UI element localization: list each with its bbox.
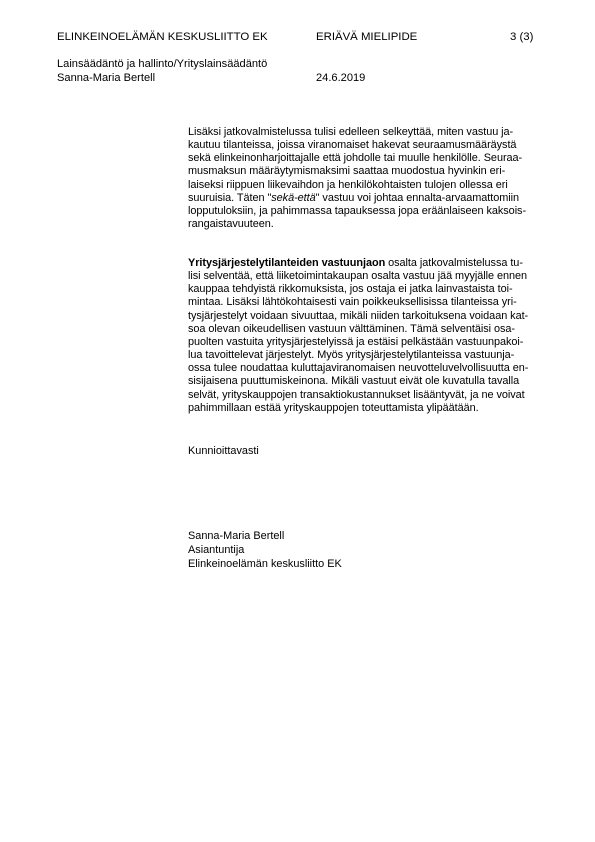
italic-term: sekä-että [271, 191, 316, 204]
text-run: suuruisia. Täten " [188, 191, 272, 204]
paragraph-line [188, 192, 568, 205]
paragraph-line: musmaksun määräytymismaksimi saattaa muodostua hyvinkin eri- [188, 165, 506, 178]
paragraph-line: lua tavoittelevat järjestelyt. Myös yritysjärjestelytilanteissa vastuunja- [188, 349, 515, 362]
paragraph-line: rangaistavuuteen. [188, 218, 274, 231]
paragraph-line: kauppaa tehdyistä rikkomuksista, jos ostaja ei jatka lainvastaista toi- [188, 283, 513, 296]
header-organization: ELINKEINOELÄMÄN KESKUSLIITTO EK [57, 31, 268, 43]
header-author: Sanna-Maria Bertell [57, 72, 156, 84]
paragraph-line: tysjärjestelyt voidaan sivuuttaa, mikäli niiden tarkoituksena voidaan kat- [188, 309, 529, 322]
header-date: 24.6.2019 [316, 72, 366, 84]
paragraph-line: selvät, yrityskauppojen transaktiokustannukset lisääntyvät, ja ne voivat [188, 388, 525, 401]
closing-salutation: Kunnioittavasti [188, 445, 259, 457]
paragraph-line: soa olevan oikeudellisen vastuun välttäminen. Tämä selventäisi osa- [188, 322, 515, 335]
text-run: " vastuu voi johtaa ennalta-arvaamattomiin [315, 191, 519, 204]
paragraph-line: ossa tulee noudattaa kuluttajaviranomaisen neuvotteluvelvollisuutta en- [188, 362, 529, 375]
header-page-number: 3 (3) [510, 31, 534, 43]
paragraph-line [188, 257, 568, 270]
paragraph-line: puolten vastuita yritysjärjestelyissä ja estäisi pelkästään vastuunpakoi- [188, 335, 524, 348]
text-run: osalta jatkovalmistelussa tu- [385, 257, 523, 269]
signer-title: Asiantuntija [188, 544, 245, 556]
paragraph-line: sekä elinkeinonharjoittajalle että johdolle tai muulle henkilölle. Seuraa- [188, 152, 523, 165]
paragraph-line: lisi selventää, että liiketoimintakaupan osalta vastuu jää myyjälle ennen [188, 270, 527, 283]
paragraph-line: laiseksi riippuen liikevaihdon ja henkilökohtaisten tulojen ollessa eri [188, 178, 508, 191]
signer-organization: Elinkeinoelämän keskusliitto EK [188, 558, 342, 570]
paragraph-line: pahimmillaan estää yrityskauppojen toteuttamista ylipäätään. [188, 401, 479, 414]
paragraph-line: mintaa. Lisäksi lähtökohtaisesti vain poikkeuksellisissa tilanteissa yri- [188, 296, 517, 309]
paragraph-line: kautuu tilanteissa, joissa viranomaiset hakevat seuraamusmääräystä [188, 139, 517, 152]
bold-lead: Yritysjärjestelytilanteiden vastuunjaon [188, 257, 386, 269]
header-doc-type: ERIÄVÄ MIELIPIDE [316, 31, 418, 43]
header-department: Lainsäädäntö ja hallinto/Yrityslainsäädäntö [57, 58, 268, 70]
paragraph-restructuring-liability [188, 257, 568, 415]
paragraph-line: Lisäksi jatkovalmistelussa tulisi edelleen selkeyttää, miten vastuu ja- [188, 126, 514, 138]
signer-name: Sanna-Maria Bertell [188, 530, 285, 542]
paragraph-line: lopputuloksiin, ja pahimmassa tapauksessa jopa eräänlaiseen kaksois- [188, 204, 527, 217]
paragraph-line: sisijaisena puuttumiskeinona. Mikäli vastuut eivät ole kuvatulla tavalla [188, 375, 520, 388]
paragraph-liability-allocation [188, 126, 568, 231]
